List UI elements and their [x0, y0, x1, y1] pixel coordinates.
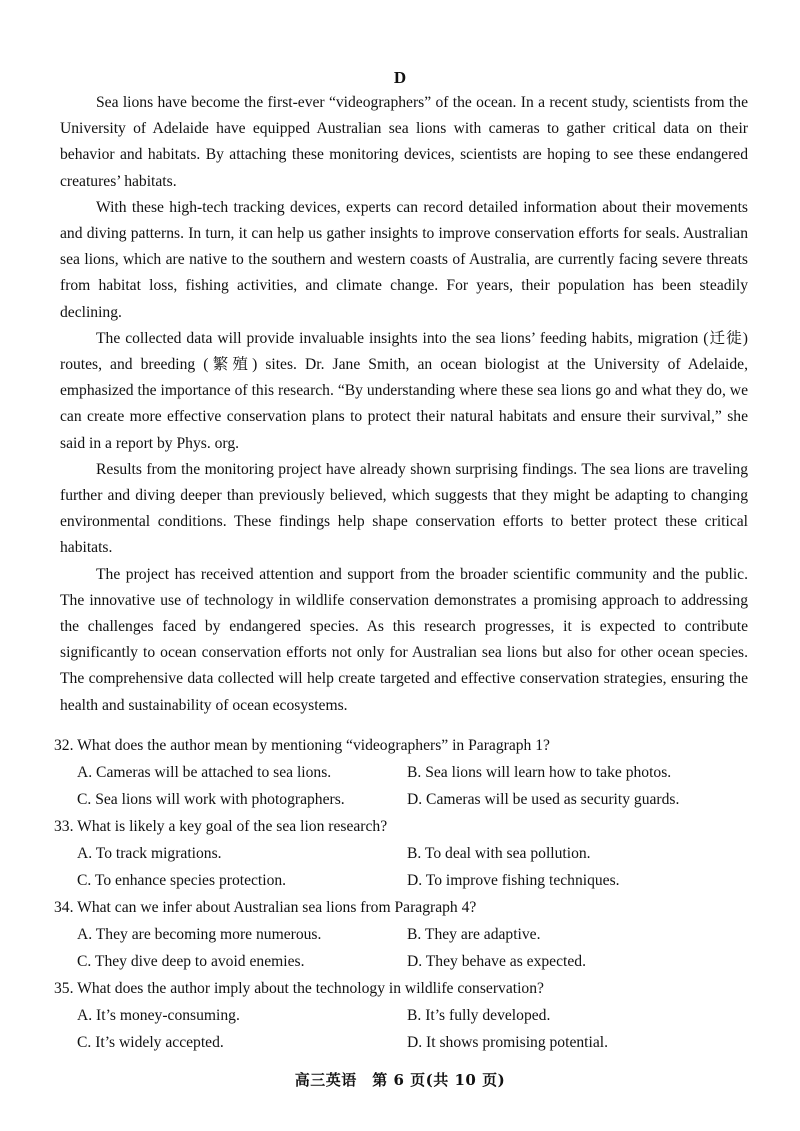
question-35 — [54, 975, 754, 1056]
section-heading: D — [393, 68, 407, 87]
option-a: A. Cameras will be attached to sea lions. — [77, 764, 332, 781]
passage-paragraph-4: Results from the monitoring project have already shown surprising findings. The sea lions are traveling further and diving deeper than previously believed, which suggests that they might be adapting to changing environmental conditions. These findings help shape conservation efforts to better protect these critical habitats. — [60, 460, 748, 557]
option-c: C. It’s widely accepted. — [77, 1034, 224, 1051]
option-a: A. It’s money-consuming. — [77, 1007, 240, 1024]
option-c: C. They dive deep to avoid enemies. — [77, 953, 305, 970]
option-grid — [54, 1002, 754, 1056]
option-d: D. They behave as expected. — [407, 953, 586, 970]
passage-paragraph-3: The collected data will provide invaluable insights into the sea lions’ feeding habits, migration (迁徙) routes, and breeding (繁殖) sites. Dr. Jane Smith, an ocean biologist at the University of Adelaide, emphasized the importance of this research. “By understanding where these sea lions go and what they do, we can create more effective conservation plans to protect their natural habitats and ensure their survival,” she said in a report by Phys. org. — [60, 329, 748, 452]
option-d: D. Cameras will be used as security guards. — [407, 791, 680, 808]
question-stem: 33. What is likely a key goal of the sea lion research? — [54, 818, 388, 835]
question-32 — [54, 732, 754, 813]
question-34 — [54, 894, 754, 975]
option-b: B. It’s fully developed. — [407, 1007, 551, 1024]
option-d: D. It shows promising potential. — [407, 1034, 608, 1051]
option-a: A. They are becoming more numerous. — [77, 926, 322, 943]
option-d: D. To improve fishing techniques. — [407, 872, 620, 889]
option-grid — [54, 840, 754, 894]
option-b: B. Sea lions will learn how to take photos. — [407, 764, 672, 781]
option-b: B. They are adaptive. — [407, 926, 541, 943]
question-stem: 32. What does the author mean by mentioning “videographers” in Paragraph 1? — [54, 737, 550, 754]
option-a: A. To track migrations. — [77, 845, 222, 862]
question-list — [54, 732, 754, 1056]
option-grid — [54, 759, 754, 813]
passage-paragraph-2: With these high-tech tracking devices, experts can record detailed information about their movements and diving patterns. In turn, it can help us gather insights to improve conservation efforts for seals. Australian sea lions, which are native to the southern and western coasts of Australia, are currently facing severe threats from habitat loss, fishing activities, and climate change. For years, their population has been steadily declining. — [60, 198, 748, 321]
passage-paragraph-5: The project has received attention and support from the broader scientific community and the public. The innovative use of technology in wildlife conservation demonstrates a promising approach to addressing the challenges faced by endangered species. As this research progresses, it is expected to contribute significantly to ocean conservation efforts not only for Australian sea lions but also for other ocean species. The comprehensive data collected will help create targeted and effective conservation strategies, ensuring the health and sustainability of ocean ecosystems. — [60, 565, 748, 714]
question-stem: 34. What can we infer about Australian sea lions from Paragraph 4? — [54, 899, 477, 916]
page-footer: 高三英语 第 6 页(共 10 页) — [294, 1071, 506, 1089]
option-c: C. Sea lions will work with photographers. — [77, 791, 345, 808]
question-33 — [54, 813, 754, 894]
passage-paragraph-1: Sea lions have become the first-ever “videographers” of the ocean. In a recent study, scientists from the University of Adelaide have equipped Australian sea lions with cameras to gather critical data on their behavior and habitats. By attaching these monitoring devices, scientists are hoping to see these endangered creatures’ habitats. — [60, 94, 748, 190]
option-c: C. To enhance species protection. — [77, 872, 287, 889]
reading-passage — [60, 90, 748, 719]
question-stem: 35. What does the author imply about the technology in wildlife conservation? — [54, 980, 544, 997]
option-b: B. To deal with sea pollution. — [407, 845, 591, 862]
option-grid — [54, 921, 754, 975]
